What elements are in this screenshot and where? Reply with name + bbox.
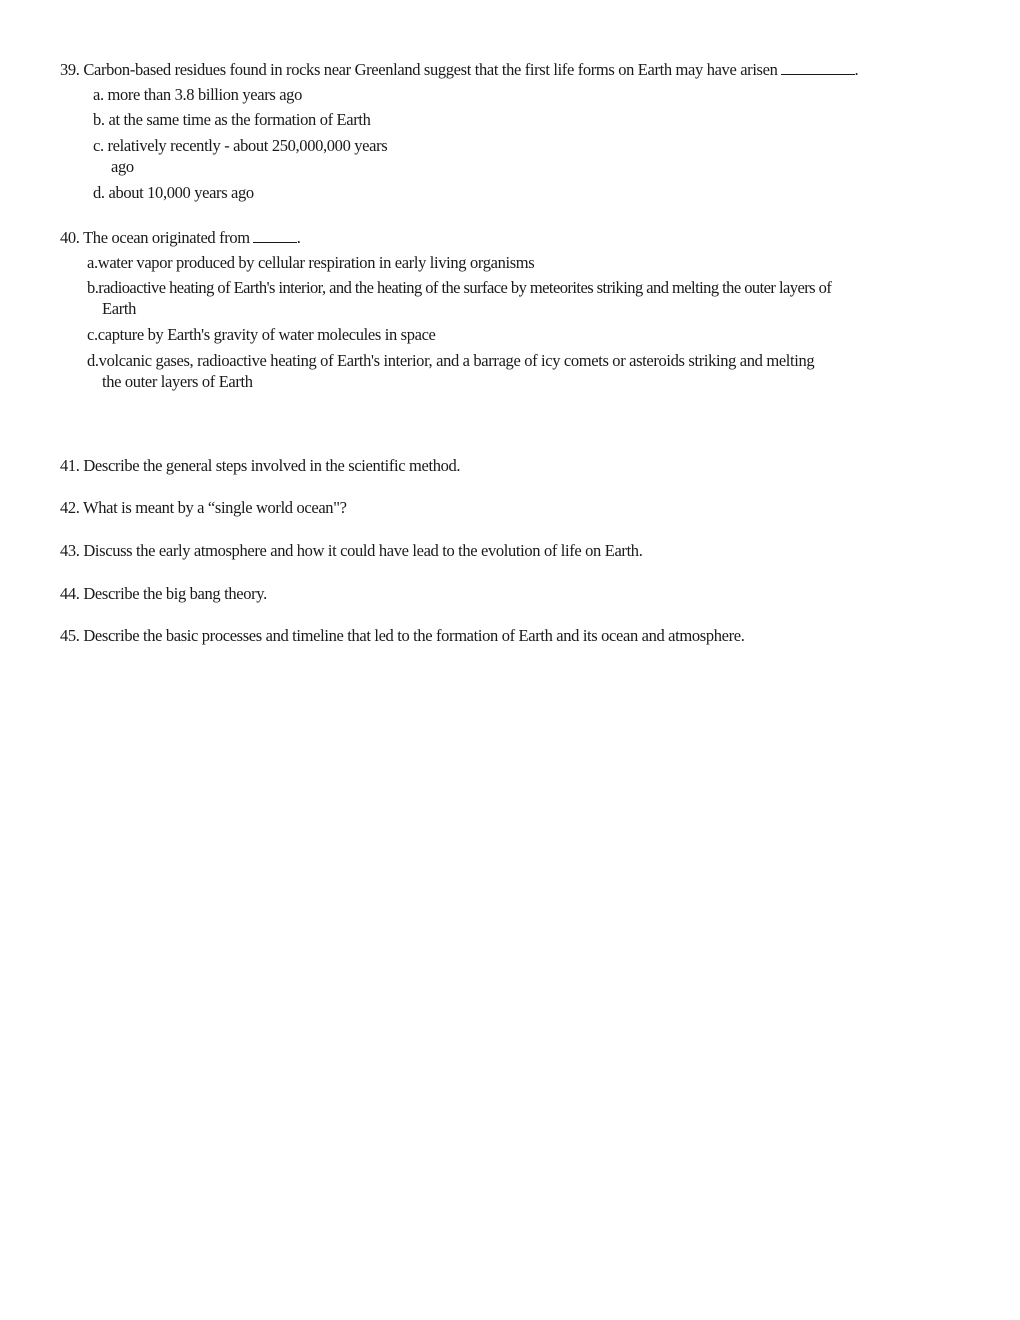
- option-letter: a.: [93, 85, 104, 104]
- question-40-option-b: b.radioactive heating of Earth's interior, and the heating of the surface by meteorites striking and melting the outer layers of: [87, 278, 832, 297]
- question-42: 42. What is meant by a “single world ocean"?: [60, 498, 347, 517]
- question-40-option-b-continued: Earth: [102, 299, 136, 318]
- question-40-period: .: [296, 228, 301, 247]
- answer-blank: [253, 228, 297, 243]
- question-43: 43. Discuss the early atmosphere and how it could have lead to the evolution of life on Earth.: [60, 541, 643, 560]
- question-40-stem: [60, 228, 301, 248]
- question-39-number: 39.: [60, 60, 80, 79]
- question-40-option-d: d.volcanic gases, radioactive heating of Earth's interior, and a barrage of icy comets or asteroids striking and melting: [87, 351, 815, 370]
- question-45: 45. Describe the basic processes and timeline that led to the formation of Earth and its ocean and atmosphere.: [60, 626, 745, 645]
- question-40-text: The ocean originated from: [83, 228, 250, 247]
- question-39-option-a: [93, 85, 302, 105]
- question-40-number: 40.: [60, 228, 80, 247]
- question-39-option-c: [93, 136, 387, 156]
- question-40-option-d-continued: the outer layers of Earth: [102, 372, 253, 391]
- question-44: 44. Describe the big bang theory.: [60, 584, 267, 603]
- option-text: more than 3.8 billion years ago: [107, 85, 302, 104]
- question-40-option-c: c.capture by Earth's gravity of water molecules in space: [87, 325, 436, 344]
- option-letter: b.: [93, 110, 105, 129]
- option-letter: d.: [93, 183, 105, 202]
- option-letter: c.: [93, 136, 104, 155]
- question-39-period: .: [854, 60, 859, 79]
- question-39-text: Carbon-based residues found in rocks near Greenland suggest that the first life forms on Earth may have arisen: [83, 60, 778, 79]
- question-39-option-b: [93, 110, 371, 130]
- option-text: at the same time as the formation of Earth: [108, 110, 371, 129]
- option-text: about 10,000 years ago: [108, 183, 254, 202]
- option-text: relatively recently - about 250,000,000 years: [107, 136, 388, 155]
- question-39-option-d: [93, 183, 254, 203]
- question-40-option-a: a.water vapor produced by cellular respiration in early living organisms: [87, 253, 535, 272]
- question-41: 41. Describe the general steps involved in the scientific method.: [60, 456, 461, 475]
- answer-blank: [781, 60, 855, 75]
- question-39-option-c-continued: ago: [111, 157, 134, 176]
- question-39-stem: [60, 60, 858, 80]
